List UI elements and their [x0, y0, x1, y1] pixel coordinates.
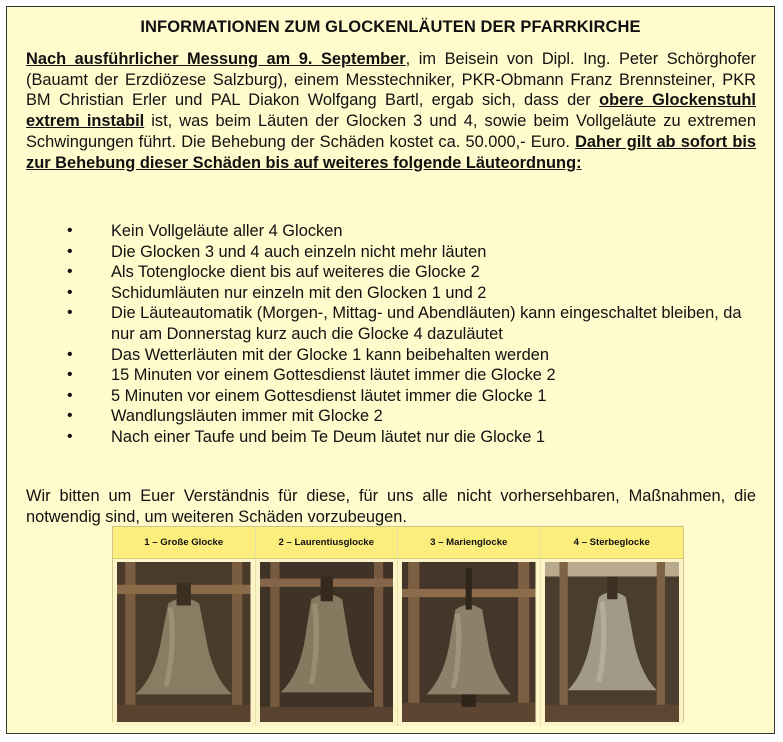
bell-caption: 2 – Laurentiusglocke: [256, 527, 398, 559]
ringing-rules-list: [67, 221, 757, 448]
bell-image: [117, 562, 251, 722]
notice-title: INFORMATIONEN ZUM GLOCKENLÄUTEN DER PFARRKIRCHE: [140, 18, 641, 36]
bell-photo-3: [398, 559, 540, 726]
bell-caption: 4 – Sterbeglocke: [541, 527, 684, 559]
rule-item: • Nach einer Taufe und beim Te Deum läutet nur die Glocke 1: [67, 427, 757, 448]
bell-image: [545, 562, 680, 722]
bell-caption: 1 – Große Glocke: [113, 527, 255, 559]
bell-image: [402, 562, 536, 722]
rule-item: • Die Glocken 3 und 4 auch einzeln nicht mehr läuten: [67, 242, 757, 263]
rule-item: • Schidumläuten nur einzeln mit den Glocken 1 und 2: [67, 283, 757, 304]
closing-paragraph: Wir bitten um Euer Verständnis für diese, für uns alle nicht vorhersehbaren, Maßnahmen, die notwendig sind, um weiteren Schäden vorzubeugen.: [26, 487, 756, 526]
bell-column-2: [256, 527, 399, 726]
rule-item: • 15 Minuten vor einem Gottesdienst läutet immer die Glocke 2: [67, 365, 757, 386]
intro-closing: Daher gilt ab sofort bis zur Behebung dieser Schäden bis auf weiteres folgende Läuteordnung:: [26, 132, 756, 172]
rule-item: • Als Totenglocke dient bis auf weiteres die Glocke 2: [67, 262, 757, 283]
bell-caption: 3 – Marienglocke: [398, 527, 540, 559]
rule-item: • Das Wetterläuten mit der Glocke 1 kann beibehalten werden: [67, 345, 757, 366]
bell-photo-2: [256, 559, 398, 726]
rule-item: • Kein Vollgeläute aller 4 Glocken: [67, 221, 757, 242]
bell-column-4: [541, 527, 684, 726]
bell-column-3: [398, 527, 541, 726]
rule-item: • Wandlungsläuten immer mit Glocke 2: [67, 406, 757, 427]
intro-text-2: ist, was beim Läuten der Glocken 3 und 4, sowie beim Vollgeläute zu extremen Schwingungen führt. Die Behebung der Schäden kostet ca. 50.000,- Euro.: [26, 112, 756, 151]
intro-lead: Nach ausführlicher Messung am 9. September: [26, 50, 406, 68]
intro-highlight: obere Glockenstuhl extrem instabil: [26, 91, 756, 131]
bell-photo-table: [112, 526, 684, 722]
intro-paragraph: [26, 49, 756, 173]
intro-text-1: , im Beisein von Dipl. Ing. Peter Schörghofer (Bauamt der Erzdiözese Salzburg), einem Messtechniker, PKR-Obmann Franz Brennsteiner, PKR BM Christian Erler und PAL Diakon Wolfgang Bartl, ergab sich, dass der: [26, 50, 756, 110]
bell-photo-4: [541, 559, 684, 726]
bell-column-1: [113, 527, 256, 726]
rule-item: • Die Läuteautomatik (Morgen-, Mittag- und Abendläuten) kann eingeschaltet bleiben, da nur am Donnerstag kurz auch die Glocke 4 dazuläutet: [67, 303, 757, 344]
bell-photo-1: [113, 559, 255, 726]
bell-image: [260, 562, 394, 722]
rule-item: • 5 Minuten vor einem Gottesdienst läutet immer die Glocke 1: [67, 386, 757, 407]
